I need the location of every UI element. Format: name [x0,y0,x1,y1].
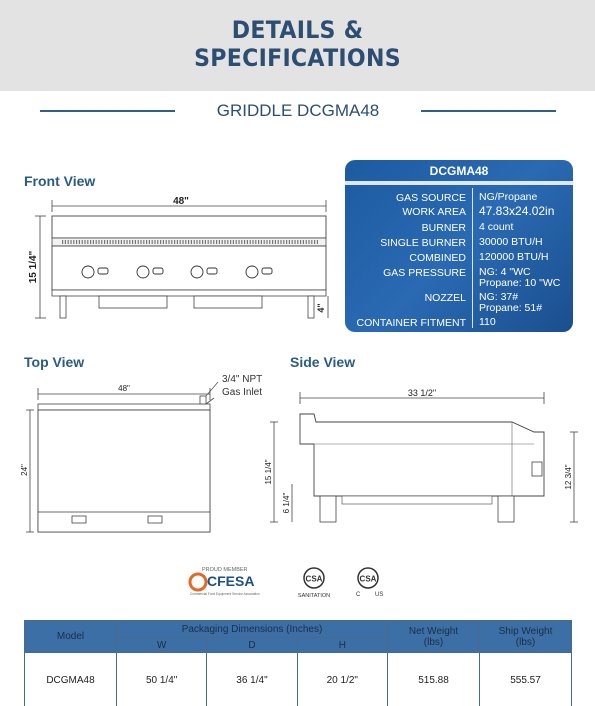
csa-us-text: US [375,592,384,598]
header-banner [0,0,595,91]
header-d: D [207,638,297,653]
header-ship-weight-label: Ship Weight [498,625,553,637]
csa-mark-text-2: CSA [359,574,377,584]
csa-us-logo [356,568,383,598]
cfesa-logo [190,567,260,596]
spec-key: BURNER [421,222,466,234]
cell-net-weight: 515.88 [388,653,480,706]
top-depth-label: 24" [20,464,29,476]
side-view-title: Side View [290,354,356,370]
front-leg-label: 4" [316,303,326,313]
packaging-table [24,620,572,706]
header-net-weight-unit: (lbs) [423,636,444,648]
front-width-label: 48" [173,196,189,207]
cell-h: 20 1/2" [297,653,387,706]
header-packaging: Packaging Dimensions (Inches) [117,621,388,638]
spec-value-line: NG: 37# [479,291,519,303]
gas-inlet-label-1: 3/4" NPT [222,374,263,385]
header-title-line1: DETAILS & [231,16,364,44]
spec-divider [472,188,473,328]
spec-key: CONTAINER FITMENT [356,317,466,329]
spec-key: GAS PRESSURE [383,267,466,279]
header-net-weight-label: Net Weight [408,625,459,637]
table-row [25,653,572,706]
spec-value [479,192,537,203]
header-h: H [297,638,387,653]
spec-box [345,160,573,332]
side-depth-label: 33 1/2" [407,388,437,398]
cfesa-top-text: PROUD MEMBER [202,567,248,573]
spec-key: GAS SOURCE [395,192,466,204]
spec-value [479,252,548,263]
spec-value [479,292,542,314]
cfesa-text: CFESA [207,573,255,589]
cell-d: 36 1/4" [207,653,297,706]
spec-value-line: Propane: 10 "WC [479,277,561,289]
spec-value-line: 110 [479,316,496,328]
csa-sanitation-text: SANITATION [297,593,331,599]
product-subtitle: GRIDDLE DCGMA48 [216,101,380,120]
certification-logos [188,562,408,606]
side-view-drawing [262,384,582,534]
gas-inlet-label-2: Gas Inlet [222,387,263,398]
subtitle-rule-right [421,110,556,112]
spec-value-line: NG/Propane [479,191,538,203]
cell-w: 50 1/4" [117,653,207,706]
top-view-drawing [18,370,278,540]
subtitle-row [40,99,556,123]
spec-key: NOZZEL [424,292,466,304]
spec-value-line: 4 count [479,221,514,233]
header-ship-weight [480,621,572,653]
spec-key: SINGLE BURNER [380,237,466,249]
header-ship-weight-unit: (lbs) [515,636,536,648]
spec-model-bar [345,181,573,185]
spec-value [479,267,560,289]
cfesa-sub-text: Commercial Food Equipment Service Association [190,592,260,596]
spec-value-line: Propane: 51# [479,302,543,314]
header-w: W [117,638,207,653]
front-height-label: 15 1/4" [28,250,39,284]
side-height2-label: 12 3/4" [564,464,573,490]
spec-model: DCGMA48 [429,164,489,178]
side-height-label: 15 1/4" [264,459,273,485]
top-width-label: 48" [118,384,130,393]
spec-value-line: NG: 4 "WC [479,266,531,278]
cell-ship-weight: 555.57 [480,653,572,706]
side-leg-label: 6 1/4" [282,492,291,514]
header-title-line2: SPECIFICATIONS [194,44,401,72]
spec-value [479,206,554,217]
csa-mark-text-1: CSA [305,574,323,584]
spec-value [479,222,513,233]
front-view-title: Front View [24,173,96,189]
cell-model: DCGMA48 [25,653,117,706]
spec-value [479,237,543,248]
header-model: Model [25,621,117,653]
table-header-row [25,621,572,638]
spec-value-line: 120000 BTU/H [479,251,549,263]
spec-key: COMBINED [409,252,466,264]
csa-c-text: C [356,592,361,598]
spec-value-line: 30000 BTU/H [479,236,543,248]
header-net-weight [388,621,480,653]
spec-value-line: 47.83x24.02in [479,204,555,218]
front-view-drawing [26,190,336,325]
csa-sanitation-logo [298,568,330,599]
spec-key: WORK AREA [402,206,466,218]
spec-value [479,317,496,328]
top-view-title: Top View [24,354,85,370]
